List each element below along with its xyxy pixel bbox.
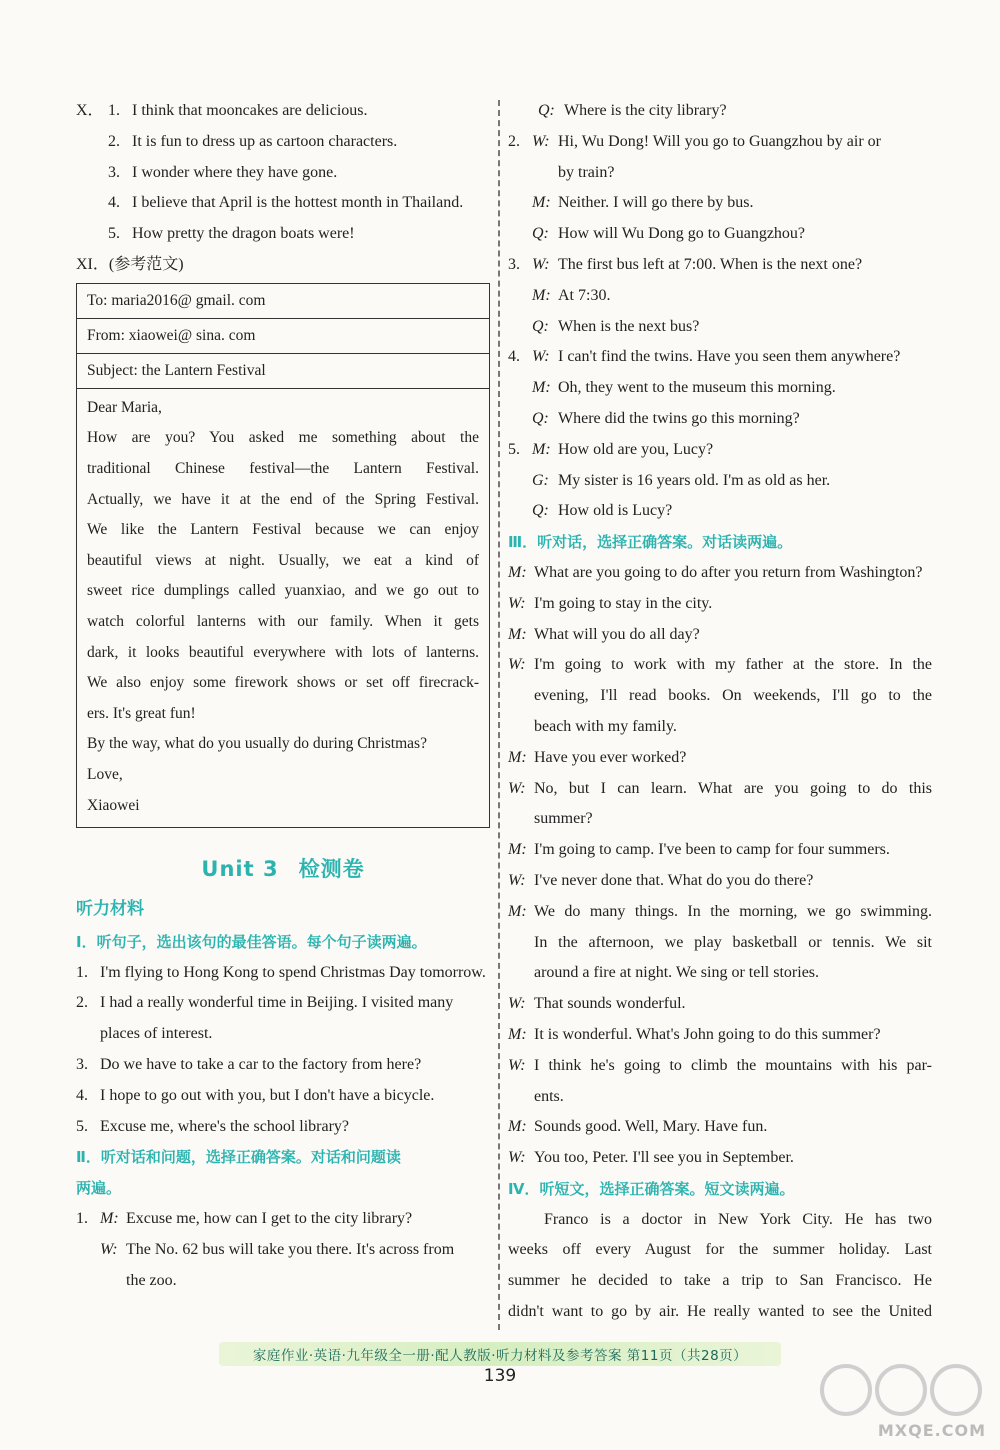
page-number: 139 [483,1366,517,1386]
watermark: MXQE.COM [816,1360,986,1444]
dialog-line: W: I'm going to work with my father at the store. In the [508,656,932,674]
answer-item: It is fun to dress up as cartoon characters. [132,132,398,150]
listening-header: 听力材料 [76,898,144,919]
dialog-line: In the afternoon, we play basketball or tennis. We sit [534,933,932,951]
watermark-logo-icon [816,1360,986,1420]
part1-title: I．听句子，选出该句的最佳答语。每个句子读两遍。 [76,932,427,951]
dialog-line: M: We do many things. In the morning, we go swimming. [508,902,932,920]
part3-title: Ⅲ．听对话，选择正确答案。对话读两遍。 [508,533,793,552]
dialog-line: M: Have you ever worked? [508,748,687,766]
dialog-line: W: You too, Peter. I'll see you in September. [508,1149,794,1167]
dialog-line: M: It is wonderful. What's John going to do this summer? [508,1025,881,1043]
dialog-line: W: I think he's going to climb the mountains with his par- [508,1056,932,1074]
dialog-line: W: No, but I can learn. What are you going to do this [508,779,932,797]
email-box [76,283,490,828]
answer-item: I wonder where they have gone. [132,163,338,181]
dialog-line: beach with my family. [534,717,677,735]
column-divider [498,100,500,1330]
footer-band: 家庭作业·英语·九年级全一册·配人教版·听力材料及参考答案 第11页（共28页） [0,1342,1000,1370]
dialog-line: M: Sounds good. Well, Mary. Have fun. [508,1118,768,1136]
dialog-line: ents. [534,1087,564,1105]
dialog-line: M: I'm going to camp. I've been to camp for four summers. [508,841,890,859]
part3-dialog [508,558,932,1174]
dialog-line: summer? [534,810,593,828]
dialog-line: evening, I'll read books. On weekends, I'll go to the [534,687,932,705]
dialog-line: M: What are you going to do after you return from Washington? [508,563,923,581]
email-to: To: maria2016@ gmail. com [77,283,490,318]
right-column: Q: Where is the city library? 2. W: Hi, Wu Dong! Will you go to Guangzhou by air or by train? M: Neither. I will go there by bus. Q: How will Wu Dong go to Guangzhou? 3. W: The first bus left at 7:00. When is the next one? M: At 7:30. Q: When is the next bus? 4. W: I can't find the twins. Have you seen them anywhere? M: Oh, they went to the museum this morning. Q: Where did the twins go this morning? 5. M: How old are you, Lucy? G: My sister is 16 years old. I'm as old as her. Q: How old is Lucy? Ⅲ．听对话，选择正确答案。对话读两遍。 M: What are you going to do after you return from Washington? W: I'm going to stay in the city. M: What will you do all day? W: I'm going to work with my father at the store. In the evening, I'll read books. On weekends, I'll go to the beach with my family. M: Have you ever worked? W: No, but I can learn. What are you going to do this summer? M: I'm going to camp. I've been to camp for four summers. W: I've never done that. What do you do there? M: We do many things. In the morning, we go swimming. In the afternoon, we play basketball or tennis. We sit around a fire at night. We sing or tell stories. W: That sounds wonderful. M: It is wonderful. What's John going to do this summer? W: I think he's going to climb the mountains with his par- ents. M: Sounds good. Well, Mary. Have fun. W: You too, Peter. I'll see you in September. Ⅳ．听短文，选择正确答案。短文读两遍。 Franco is a doctor in New York City. He has two weeks off every August for the summer holiday. Last summer he decided to take a trip to San Francisco. He didn't want to go by air. He really wanted to see the United [508,102,932,1321]
dialog-line: around a fire at night. We sing or tell stories. [534,964,820,982]
answer-item: I believe that April is the hottest month in Thailand. [132,194,464,212]
left-column: X． 1. I think that mooncakes are delicious. 2. It is fun to dress up as cartoon characters. 3. I wonder where they have gone. 4. I believe that April is the hottest month in Thailand. 5. How pretty the dragon boats were! XI．(参考范文) To: maria2016@ gmail. com From: xiaowei@ sina. com Subject: the Lantern Festival Dear Maria, How are you? You asked me something about the traditional Chinese festival—the Lantern Festival. Actually, we have it at the end of the Spring Festival. We like the Lantern Festival because we can enjoy beautiful views at night. Usually, we eat a kind of sweet rice dumplings called yuanxiao, and we go out to watch colorful lanterns with our family. When it gets dark, it looks beautiful everywhere with lots of lanterns. We also enjoy some firework shows or set off firecrack- ers. It's great fun! By the way, what do you usually do during Christmas? Love, Xiaowei Unit 3 检测卷 听力材料 I．听句子，选出该句的最佳答语。每个句子读两遍。 1. I'm flying to Hong Kong to spend Christmas Day tomorrow. 2. I had a really wonderful time in Beijing. I visited many places of interest. 3. Do we have to take a car to the factory from here? 4. I hope to go out with you, but I don't have a bicycle. 5. Excuse me, where's the school library? Ⅱ．听对话和问题，选择正确答案。对话和问题读 两遍。 1. M: Excuse me, how can I get to the city library? W: The No. 62 bus will take you there. It's across from the zoo. [76,96,490,1296]
answer-item: I think that mooncakes are delicious. [132,102,368,119]
dialog-line: W: I'm going to stay in the city. [508,594,713,612]
dialog-line: M: What will you do all day? [508,625,700,643]
email-from: From: xiaowei@ sina. com [77,318,490,353]
part4-title: Ⅳ．听短文，选择正确答案。短文读两遍。 [508,1179,795,1198]
part2-title: Ⅱ．听对话和问题，选择正确答案。对话和问题读 [76,1148,401,1167]
dialog-line: W: That sounds wonderful. [508,995,686,1013]
email-body: Dear Maria, How are you? You asked me something about the traditional Chinese festival—the Lantern Festival. Actually, we have it at the end of the Spring Festival. We like the Lantern Festival because we can enjoy beautiful views at night. Usually, we eat a kind of sweet rice dumplings called yuanxiao, and we go out to watch colorful lanterns with our family. When it gets dark, it looks beautiful everywhere with lots of lanterns. We also enjoy some firework shows or set off firecrack- ers. It's great fun! By the way, what do you usually do during Christmas? Love, Xiaowei [77,388,490,827]
section-x: X． 1. I think that mooncakes are delicious. 2. It is fun to dress up as cartoon characters. 3. I wonder where they have gone. 4. I believe that April is the hottest month in Thailand. 5. How pretty the dragon boats were! [76,102,464,243]
unit-title: Unit 3 检测卷 [201,857,365,882]
email-subject: Subject: the Lantern Festival [77,353,490,388]
section-xi-label: XI．(参考范文) [76,255,184,273]
dialog-line: W: I've never done that. What do you do there? [508,871,814,889]
answer-item: How pretty the dragon boats were! [132,225,355,243]
